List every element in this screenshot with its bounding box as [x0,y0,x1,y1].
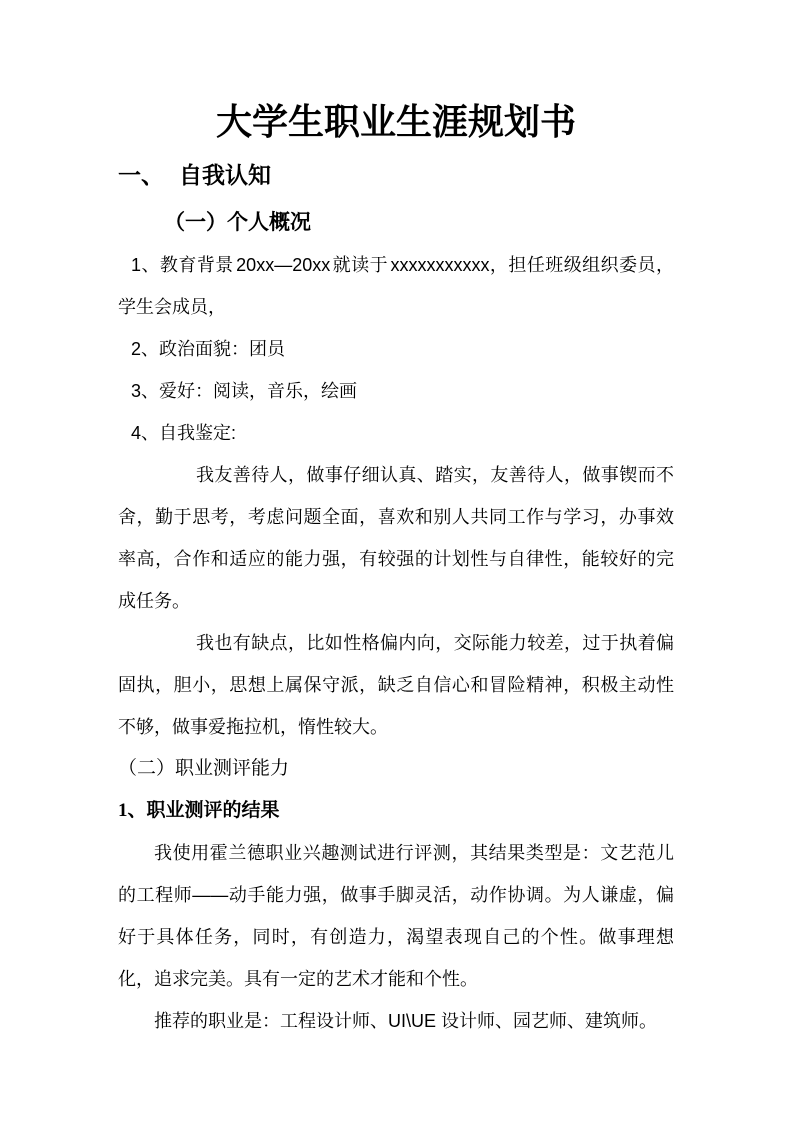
document-title: 大学生职业生涯规划书 [215,102,576,142]
item-education-background: 1、教育背景 20xx—20xx 就读于 xxxxxxxxxxx，担任班级组织委员，学生会成员， [118,255,674,317]
item-hobbies: 3、爱好：阅读，音乐，绘画 [131,381,358,401]
item-political-status: 2、政治面貌：团员 [131,339,286,359]
paragraph-self-assessment-weaknesses: 我也有缺点，比如性格偏内向，交际能力较差，过于执着偏固执，胆小，思想上属保守派，缺乏自信心和冒险精神，积极主动性不够，做事爱拖拉机，惰性较大。 [118,633,674,737]
section-heading-label: 自我认知 [179,163,271,188]
paragraph-recommended-careers: 推荐的职业是：工程设计师、UI\UE 设计师、园艺师、建筑师。 [154,1011,658,1031]
subsection-heading-career-assessment: （二）职业测评能力 [118,758,290,779]
section-heading-self-awareness [118,160,674,192]
section-number: 一、 [118,163,164,188]
item-self-assessment-label: 4、自我鉴定: [131,423,237,443]
paragraph-holland-test-result: 我使用霍兰德职业兴趣测试进行评测，其结果类型是：文艺范儿的工程师——动手能力强，做事手脚灵活，动作协调。为人谦虚，偏好于具体任务，同时，有创造力，渴望表现自己的个性。做事理想化，追求完美。具有一定的艺术才能和个性。 [118,843,674,989]
paragraph-self-assessment-strengths: 我友善待人，做事仔细认真、踏实，友善待人，做事锲而不舍，勤于思考，考虑问题全面，喜欢和别人共同工作与学习，办事效率高，合作和适应的能力强，有较强的计划性与自律性，能较好的完成任务。 [118,465,674,611]
subsection-heading-personal-profile: （一）个人概况 [164,210,311,234]
heading-assessment-result: 1、职业测评的结果 [118,800,280,821]
